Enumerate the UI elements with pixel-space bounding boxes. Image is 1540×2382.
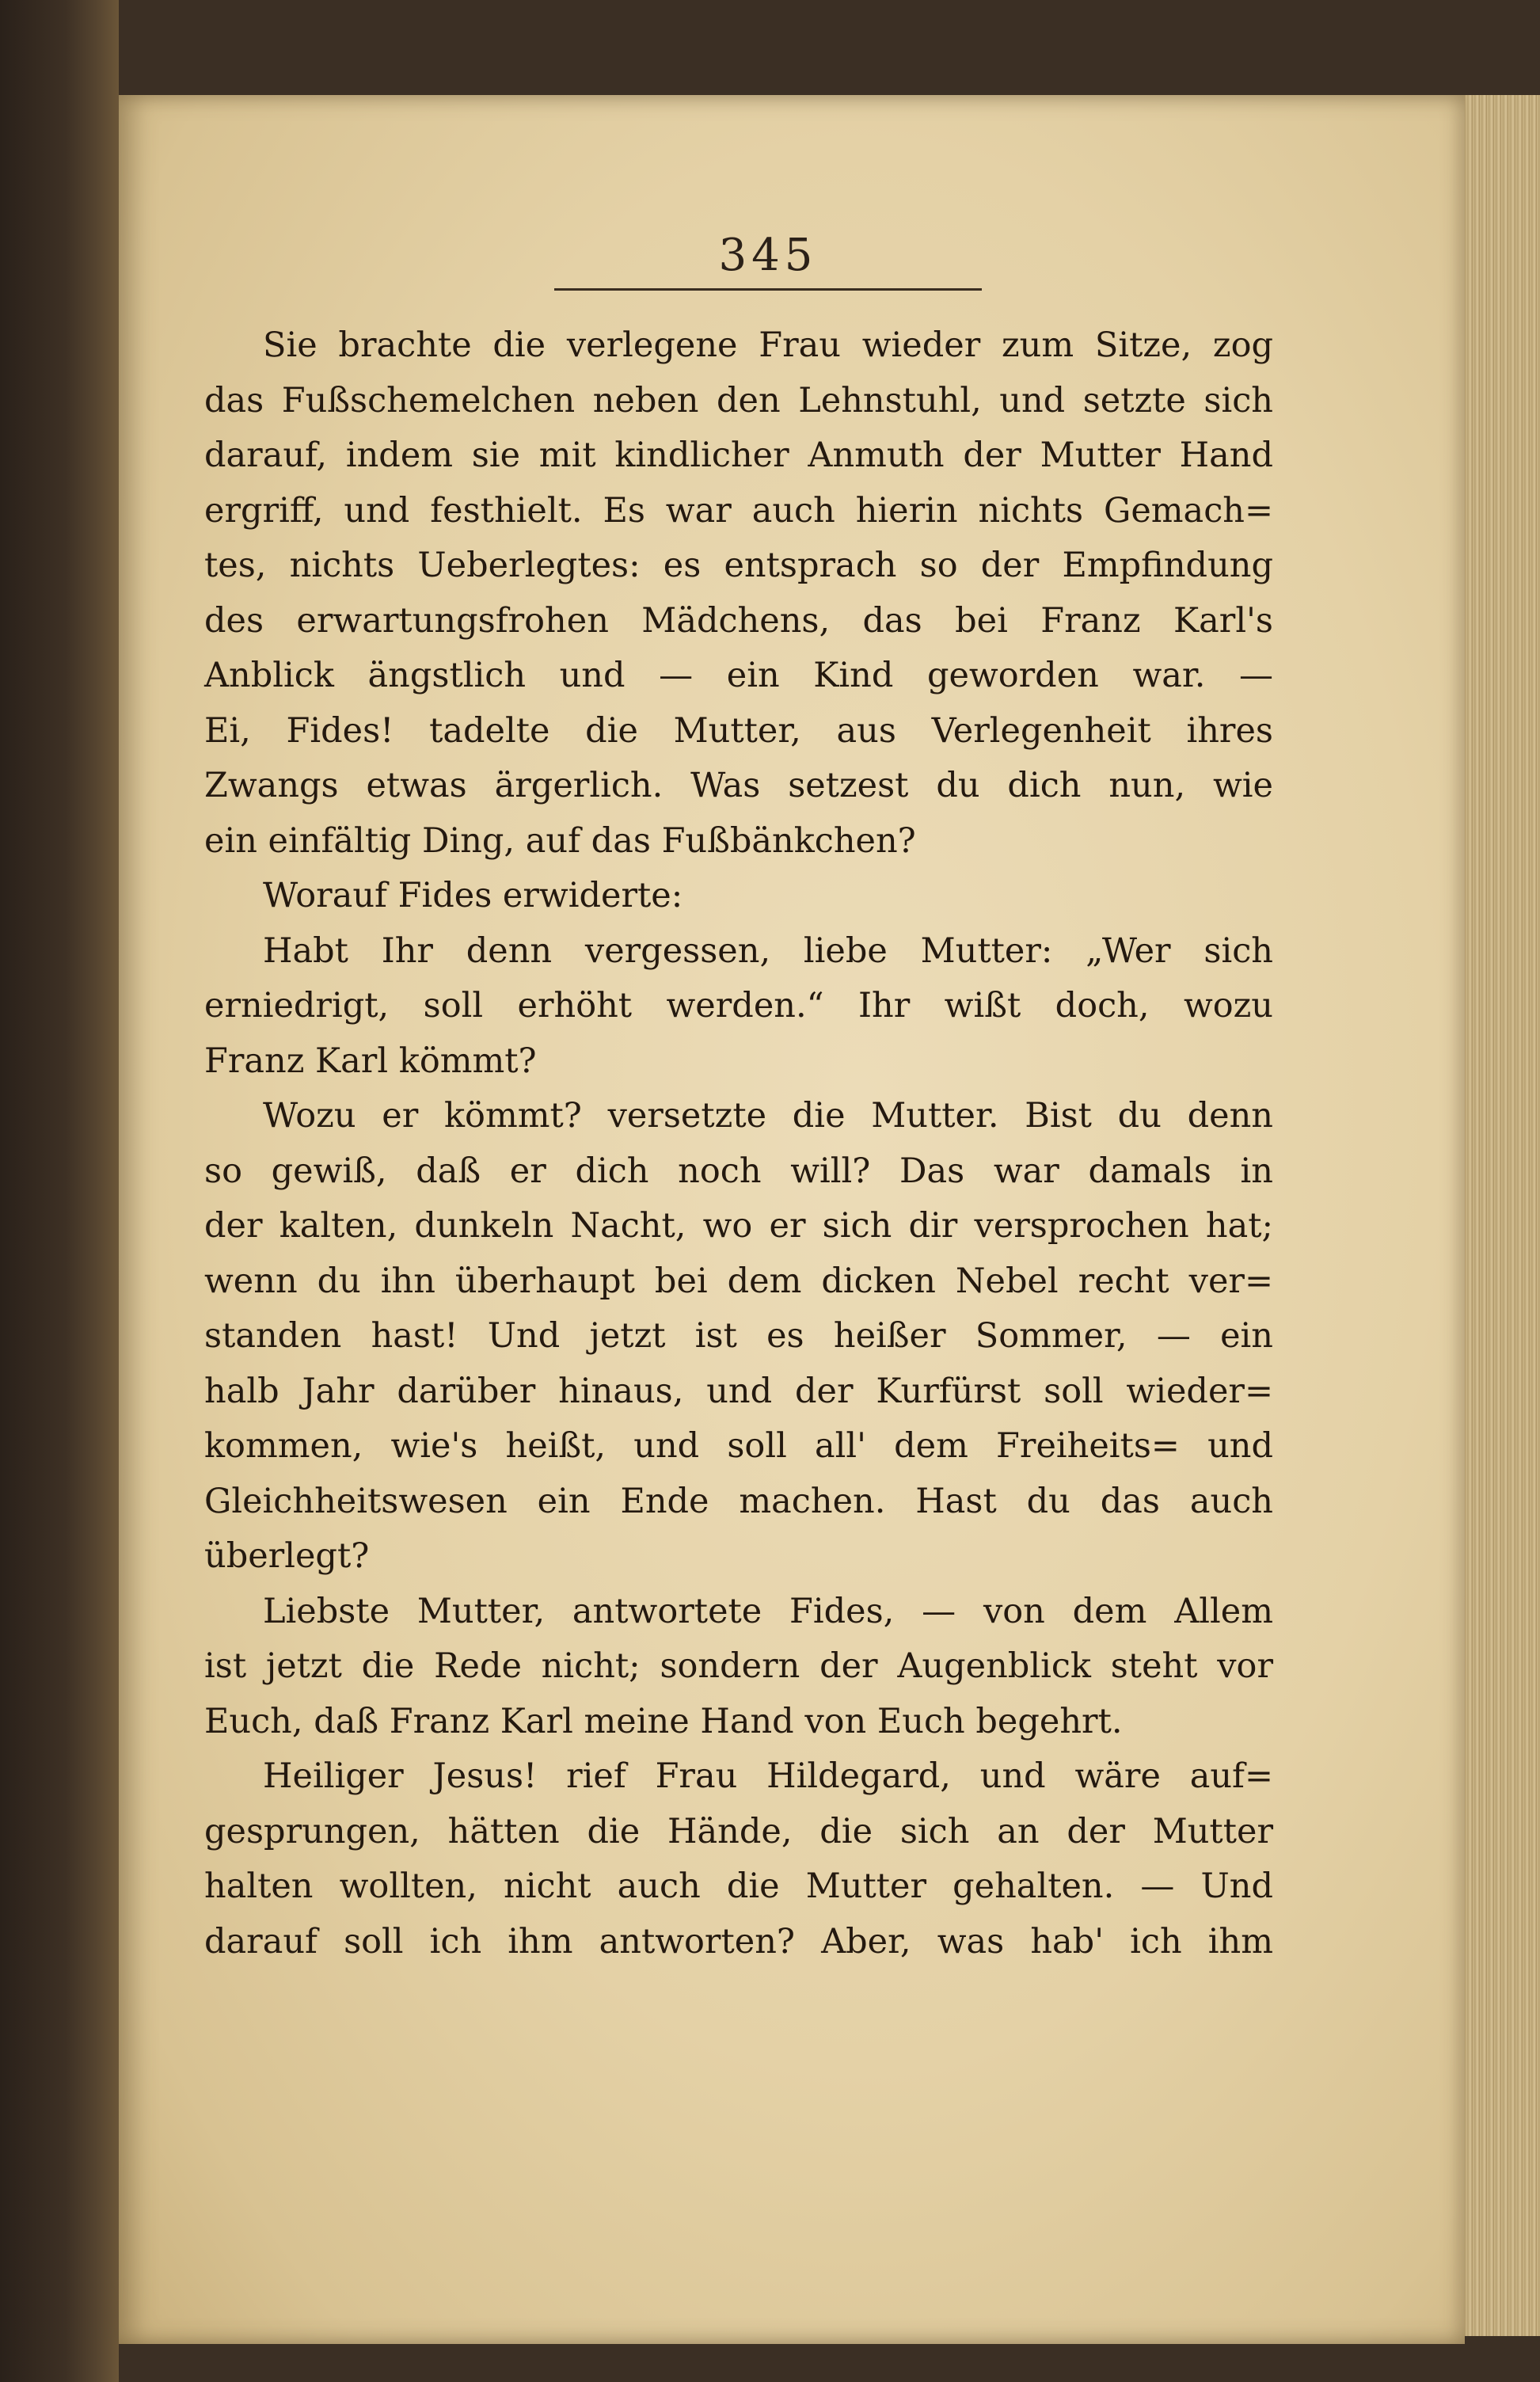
text-line: halb Jahr darüber hinaus, und der Kurfürst soll wieder= <box>204 1371 1273 1411</box>
text-line: tes, nichts Ueberlegtes: es entsprach so der Empfindung <box>204 546 1273 585</box>
text-line: überlegt? <box>204 1536 370 1576</box>
text-line: Worauf Fides erwiderte: <box>263 876 683 915</box>
text-line: Gleichheitswesen ein Ende machen. Hast du das auch <box>204 1481 1273 1521</box>
text-line: halten wollten, nicht auch die Mutter gehalten. — Und <box>204 1866 1273 1906</box>
text-line: Wozu er kömmt? versetzte die Mutter. Bist du denn <box>263 1096 1273 1136</box>
text-line: Anblick ängstlich und — ein Kind geworden war. — <box>204 656 1273 695</box>
text-line: ist jetzt die Rede nicht; sondern der Augenblick steht vor <box>204 1646 1273 1686</box>
text-line: wenn du ihn überhaupt bei dem dicken Nebel recht ver= <box>204 1261 1273 1301</box>
page-number: 345 <box>718 230 818 281</box>
text-line: ein einfältig Ding, auf das Fußbänkchen? <box>204 820 916 861</box>
text-line: kommen, wie's heißt, und soll all' dem Freiheits= und <box>204 1426 1273 1466</box>
text-line: gesprungen, hätten die Hände, die sich an der Mutter <box>204 1811 1273 1851</box>
text-line: standen hast! Und jetzt ist es heißer Sommer, — ein <box>204 1316 1273 1356</box>
text-line: darauf, indem sie mit kindlicher Anmuth der Mutter Hand <box>204 436 1273 475</box>
page-text <box>204 318 1273 1969</box>
text-line: Euch, daß Franz Karl meine Hand von Euch begehrt. <box>204 1701 1123 1741</box>
text-line: Liebste Mutter, antwortete Fides, — von dem Allem <box>263 1591 1273 1631</box>
text-line: Franz Karl kömmt? <box>204 1041 537 1081</box>
text-line: darauf soll ich ihm antworten? Aber, was hab' ich ihm <box>204 1921 1273 1962</box>
text-line: des erwartungsfrohen Mädchens, das bei Franz Karl's <box>204 600 1273 641</box>
text-line: das Fußschemelchen neben den Lehnstuhl, und setzte sich <box>204 380 1273 420</box>
text-line: so gewiß, daß er dich noch will? Das war damals in <box>204 1151 1273 1191</box>
text-line: Habt Ihr denn vergessen, liebe Mutter: „Wer sich <box>263 930 1273 971</box>
header-rule <box>554 288 982 291</box>
book-spine <box>0 0 119 2382</box>
text-line: Heiliger Jesus! rief Frau Hildegard, und wäre auf= <box>263 1756 1273 1796</box>
text-line: erniedrigt, soll erhöht werden.“ Ihr wißt doch, wozu <box>204 986 1273 1025</box>
book-page <box>119 95 1465 2344</box>
text-line: der kalten, dunkeln Nacht, wo er sich dir versprochen hat; <box>204 1206 1273 1246</box>
text-line: Sie brachte die verlegene Frau wieder zum Sitze, zog <box>263 325 1273 365</box>
text-line: Zwangs etwas ärgerlich. Was setzest du dich nun, wie <box>204 766 1273 805</box>
text-line: Ei, Fides! tadelte die Mutter, aus Verlegenheit ihres <box>204 710 1273 751</box>
text-line: ergriff, und festhielt. Es war auch hierin nichts Gemach= <box>204 490 1273 531</box>
